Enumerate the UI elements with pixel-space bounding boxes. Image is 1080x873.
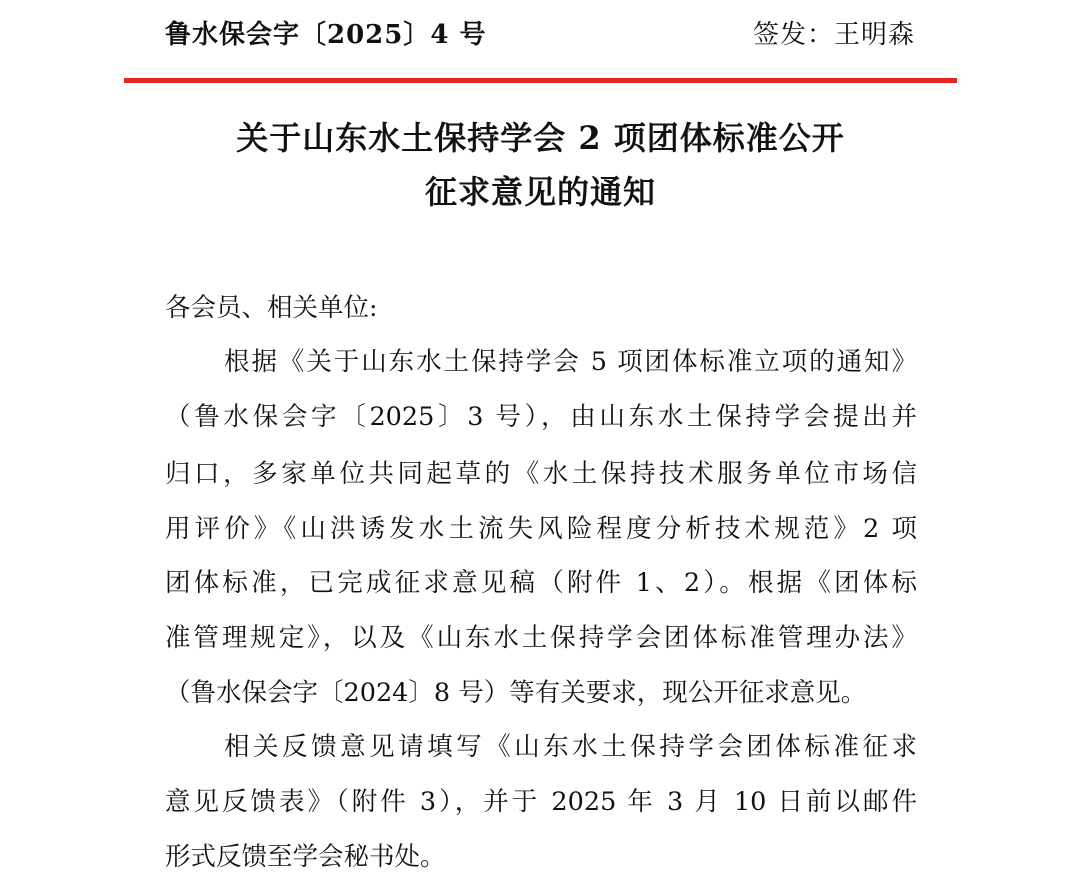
document-number: 鲁水保会字〔2025〕4 号 <box>165 20 487 50</box>
paragraph-1-line: 归口，多家单位共同起草的《水土保持技术服务单位市场信 <box>165 459 917 489</box>
paragraph-1-line: 根据《关于山东水土保持学会 5 项团体标准立项的通知》 <box>224 347 917 377</box>
paragraph-2-line: 相关反馈意见请填写《山东水土保持学会团体标准征求 <box>224 732 917 762</box>
paragraph-1-line: 准管理规定》，以及《山东水土保持学会团体标准管理办法》 <box>165 623 917 653</box>
paragraph-2-line: 形式反馈至学会秘书处。 <box>165 842 446 872</box>
paragraph-1-line: （鲁水保会字〔2025〕3 号），由山东水土保持学会提出并 <box>165 402 917 432</box>
signer: 签发：王明森 <box>752 20 915 50</box>
salutation: 各会员、相关单位: <box>165 293 378 323</box>
document-title-line-2: 征求意见的通知 <box>424 173 656 211</box>
red-header-rule <box>124 78 957 83</box>
paragraph-1-line: 团体标准，已完成征求意见稿（附件 1、2）。根据《团体标 <box>165 568 917 598</box>
paragraph-1-line: （鲁水保会字〔2024〕8 号）等有关要求，现公开征求意见。 <box>165 678 867 708</box>
document-title-line-1: 关于山东水土保持学会 2 项团体标准公开 <box>236 119 845 157</box>
paragraph-1-line: 用评价》《山洪诱发水土流失风险程度分析技术规范》2 项 <box>165 514 917 544</box>
paragraph-2-line: 意见反馈表》（附件 3），并于 2025 年 3 月 10 日前以邮件 <box>165 787 917 817</box>
